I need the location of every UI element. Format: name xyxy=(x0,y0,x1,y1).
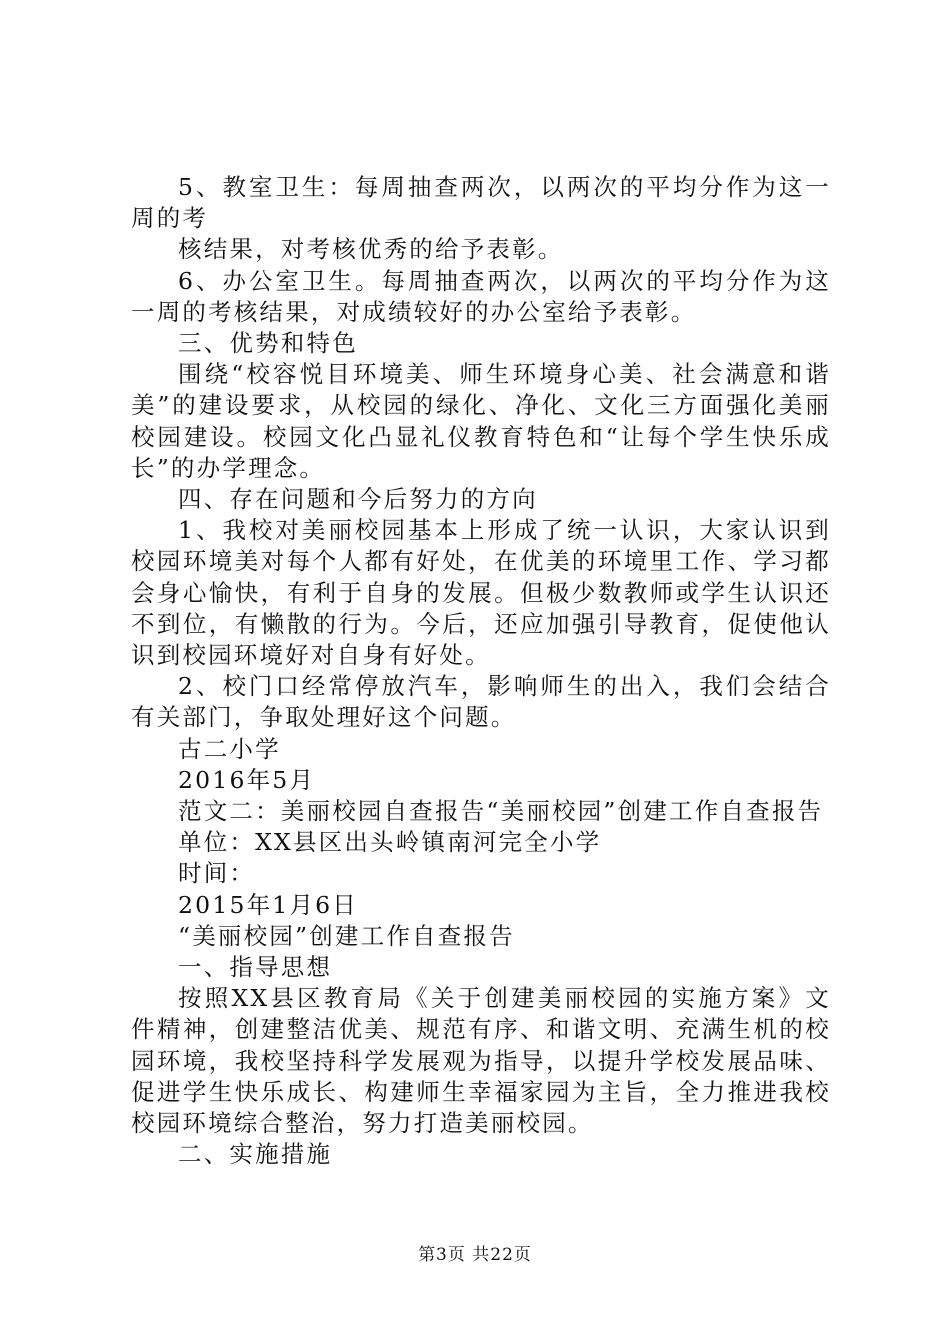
document-title: 范文二：美丽校园自查报告“美丽校园”创建工作自查报告 xyxy=(178,797,824,826)
date-line: 2015年1月6日 xyxy=(178,890,359,919)
signature-school: 古二小学 xyxy=(178,734,281,763)
document-body xyxy=(131,172,831,1171)
section-heading: 三、优势和特色 xyxy=(178,329,358,358)
unit-line: 单位：XX县区出头岭镇南河完全小学 xyxy=(178,828,602,857)
section-heading: 一、指导思想 xyxy=(178,953,333,982)
paragraph-continuation: 核结果，对考核优秀的给予表彰。 xyxy=(178,235,564,264)
section-heading: 二、实施措施 xyxy=(178,1140,333,1169)
page-number-footer: 第3页 共22页 xyxy=(418,1245,532,1265)
paragraph: 2、校门口经常停放汽车，影响师生的出入，我们会结合有关部门，争取处理好这个问题。 xyxy=(131,672,831,732)
report-title: “美丽校园”创建工作自查报告 xyxy=(178,921,515,950)
paragraph: 围绕“校容悦目环境美、师生环境身心美、社会满意和谐美”的建设要求，从校园的绿化、净化、文化三方面强化美丽校园建设。校园文化凸显礼仪教育特色和“让每个学生快乐成长”的办学理念。 xyxy=(131,360,831,482)
section-heading: 四、存在问题和今后努力的方向 xyxy=(178,485,538,514)
paragraph: 6、办公室卫生。每周抽查两次，以两次的平均分作为这一周的考核结果，对成绩较好的办公室给予表彰。 xyxy=(131,266,831,326)
signature-date: 2016年5月 xyxy=(178,765,316,794)
time-label: 时间： xyxy=(178,859,256,888)
paragraph: 5、教室卫生：每周抽查两次，以两次的平均分作为这一周的考 xyxy=(131,173,831,233)
paragraph: 按照XX县区教育局《关于创建美丽校园的实施方案》文件精神，创建整洁优美、规范有序、和谐文明、充满生机的校园环境，我校坚持科学发展观为指导，以提升学校发展品味、促进学生快乐成长、构建师生幸福家园为主旨，全力推进我校校园环境综合整治，努力打造美丽校园。 xyxy=(131,984,831,1138)
paragraph: 1、我校对美丽校园基本上形成了统一认识，大家认识到校园环境美对每个人都有好处，在优美的环境里工作、学习都会身心愉快，有利于自身的发展。但极少数教师或学生认识还不到位，有懒散的行为。今后，还应加强引导教育，促使他认识到校园环境好对自身有好处。 xyxy=(131,516,831,670)
